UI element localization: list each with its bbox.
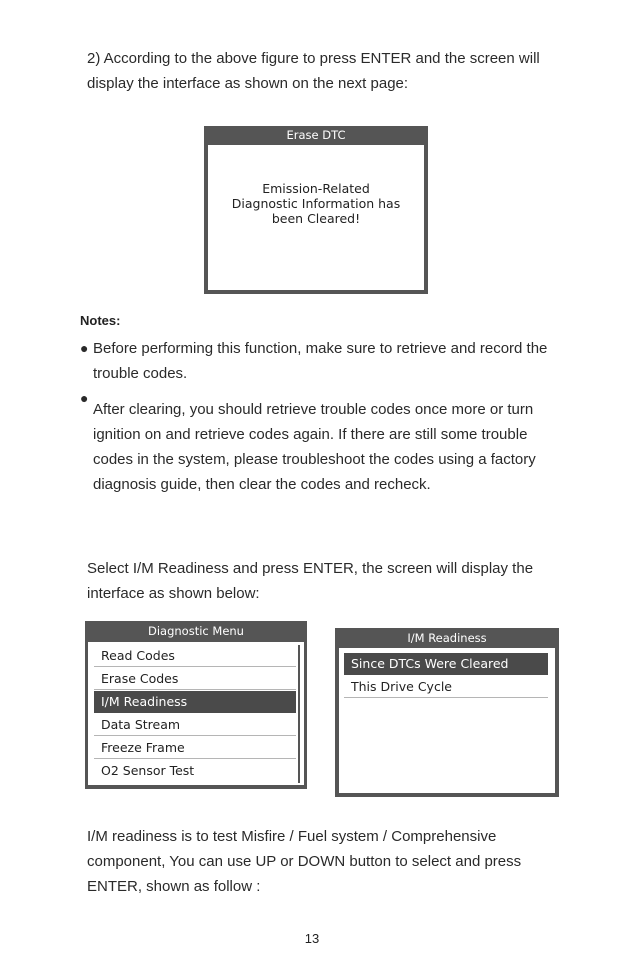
select-line-2: interface as shown below: [87, 585, 260, 602]
im-readiness-screen [335, 628, 559, 797]
intro-line-1: 2) According to the above figure to press ENTER and the screen will [87, 50, 540, 67]
menu-item-read-codes[interactable]: Read Codes [94, 645, 296, 667]
erase-dtc-message [208, 181, 424, 226]
note2-line-1: After clearing, you should retrieve trouble codes once more or turn [93, 401, 534, 418]
note2-line-2: ignition on and retrieve codes again. If there are still some trouble [93, 426, 528, 443]
im-item-this-drive-cycle[interactable]: This Drive Cycle [344, 676, 548, 698]
menu-item-erase-codes[interactable]: Erase Codes [94, 668, 296, 690]
im-line-1: I/M readiness is to test Misfire / Fuel system / Comprehensive [87, 828, 497, 845]
erase-dtc-screen [204, 126, 428, 294]
diagnostic-menu-title: Diagnostic Menu [148, 624, 244, 638]
im-item-since-dtcs-cleared[interactable]: Since DTCs Were Cleared [344, 653, 548, 675]
page-number: 13 [304, 931, 320, 946]
erase-dtc-body [208, 145, 424, 290]
select-line-1: Select I/M Readiness and press ENTER, the screen will display the [87, 560, 534, 577]
note-bullet-2 [80, 386, 570, 497]
bullet-dot-icon: ● [80, 340, 89, 356]
notes-title: Notes: [80, 313, 121, 328]
erase-msg-line-3: been Cleared! [271, 211, 361, 226]
im-line-3: ENTER, shown as follow : [87, 878, 261, 895]
bullet-dot-icon: ● [80, 390, 89, 406]
note2-line-3: codes in the system, please troubleshoot the codes using a factory [93, 451, 536, 468]
menu-item-data-stream[interactable]: Data Stream [94, 714, 296, 736]
menu-item-freeze-frame[interactable]: Freeze Frame [94, 737, 296, 759]
im-readiness-title: I/M Readiness [407, 631, 487, 645]
im-paragraph [87, 824, 567, 899]
intro-paragraph [87, 46, 567, 96]
note1-line-2: trouble codes. [93, 365, 188, 382]
menu-item-im-readiness[interactable]: I/M Readiness [94, 691, 296, 713]
intro-line-2: display the interface as shown on the next page: [87, 75, 409, 92]
erase-msg-line-2: Diagnostic Information has [231, 196, 401, 211]
note1-line-1: Before performing this function, make sure to retrieve and record the [93, 340, 548, 357]
select-paragraph [87, 556, 567, 606]
diagnostic-menu-screen [85, 621, 307, 789]
diagnostic-menu-body [88, 642, 304, 785]
note-bullet-1 [80, 336, 570, 386]
im-line-2: component, You can use UP or DOWN button to select and press [87, 853, 522, 870]
im-readiness-body [339, 648, 555, 793]
menu-item-o2-sensor-test[interactable]: O2 Sensor Test [101, 763, 195, 778]
note2-line-4: diagnosis guide, then clear the codes and recheck. [93, 476, 431, 493]
menu-scrollbar[interactable] [298, 645, 300, 783]
erase-msg-line-1: Emission-Related [262, 181, 370, 196]
erase-dtc-title: Erase DTC [286, 128, 346, 142]
